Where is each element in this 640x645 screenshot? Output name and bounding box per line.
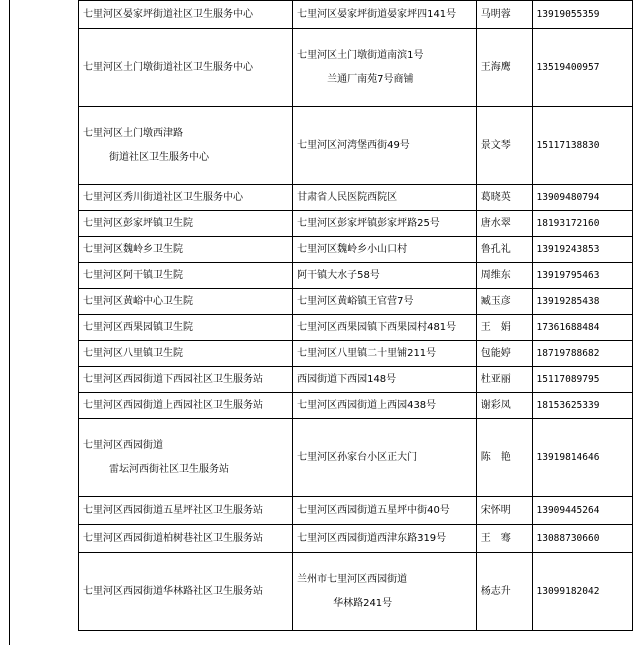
- center-address: 甘肃省人民医院西院区: [293, 185, 477, 211]
- table-row: [79, 525, 633, 553]
- center-name: 七里河区魏岭乡卫生院: [79, 237, 293, 263]
- contact-person: 景文琴: [476, 107, 532, 185]
- contact-person: 马明蓉: [476, 1, 532, 29]
- address-line-1: 兰州市七里河区西园街道: [297, 573, 408, 585]
- contact-person: 王海鹰: [476, 29, 532, 107]
- center-address: 七里河区魏岭乡小山口村: [293, 237, 477, 263]
- table-row: [79, 393, 633, 419]
- table-row: [79, 1, 633, 29]
- center-name: [79, 419, 293, 497]
- table-row: [79, 553, 633, 631]
- phone-number: 13519400957: [532, 29, 632, 107]
- center-name: 七里河区秀川街道社区卫生服务中心: [79, 185, 293, 211]
- center-address: 七里河区晏家坪街道晏家坪四141号: [293, 1, 477, 29]
- table-row: [79, 185, 633, 211]
- phone-number: 13919814646: [532, 419, 632, 497]
- table-row: [79, 315, 633, 341]
- center-address: 七里河区黄峪镇王官营7号: [293, 289, 477, 315]
- center-address: 七里河区彭家坪镇彭家坪路25号: [293, 211, 477, 237]
- center-address: 七里河区西园街道五星坪中街40号: [293, 497, 477, 525]
- address-line-2: 兰通厂南苑7号商铺: [327, 73, 414, 85]
- center-address: [293, 553, 477, 631]
- center-name: 七里河区黄峪中心卫生院: [79, 289, 293, 315]
- table-row: [79, 107, 633, 185]
- phone-number: 13919795463: [532, 263, 632, 289]
- table-row: [79, 237, 633, 263]
- contact-person: 葛晓英: [476, 185, 532, 211]
- center-address: 七里河区孙家台小区正大门: [293, 419, 477, 497]
- contact-person: 陈 艳: [476, 419, 532, 497]
- health-center-table: [78, 0, 633, 631]
- left-border-line: [9, 0, 10, 645]
- center-name: 七里河区彭家坪镇卫生院: [79, 211, 293, 237]
- contact-person: 鲁孔礼: [476, 237, 532, 263]
- name-line-2: 雷坛河西街社区卫生服务站: [109, 463, 229, 475]
- table-row: [79, 341, 633, 367]
- name-line-2: 街道社区卫生服务中心: [109, 151, 209, 163]
- contact-person: 周维东: [476, 263, 532, 289]
- address-line-1: 七里河区土门墩街道南滨1号: [297, 49, 424, 61]
- table-row: [79, 497, 633, 525]
- center-address: 七里河区西园街道上西园438号: [293, 393, 477, 419]
- contact-person: 臧玉彦: [476, 289, 532, 315]
- center-address: 七里河区河湾堡西街49号: [293, 107, 477, 185]
- table-row: [79, 289, 633, 315]
- contact-person: 唐水翠: [476, 211, 532, 237]
- table-row: [79, 29, 633, 107]
- center-name: 七里河区阿干镇卫生院: [79, 263, 293, 289]
- center-name: 七里河区西园街道上西园社区卫生服务站: [79, 393, 293, 419]
- contact-person: 包能婷: [476, 341, 532, 367]
- contact-person: 杨志升: [476, 553, 532, 631]
- center-name: 七里河区八里镇卫生院: [79, 341, 293, 367]
- phone-number: 13909445264: [532, 497, 632, 525]
- phone-number: 17361688484: [532, 315, 632, 341]
- table-row: [79, 263, 633, 289]
- contact-person: 宋怀明: [476, 497, 532, 525]
- address-line-2: 华林路241号: [333, 597, 393, 609]
- center-name: 七里河区晏家坪街道社区卫生服务中心: [79, 1, 293, 29]
- center-address: 阿干镇大水子58号: [293, 263, 477, 289]
- phone-number: 13919285438: [532, 289, 632, 315]
- table-row: [79, 367, 633, 393]
- center-name: [79, 107, 293, 185]
- phone-number: 18153625339: [532, 393, 632, 419]
- center-address: 西园街道下西园148号: [293, 367, 477, 393]
- center-name: 七里河区西园街道下西园社区卫生服务站: [79, 367, 293, 393]
- contact-person: 王 娟: [476, 315, 532, 341]
- center-address: 七里河区八里镇二十里铺211号: [293, 341, 477, 367]
- phone-number: 15117089795: [532, 367, 632, 393]
- phone-number: 18719788682: [532, 341, 632, 367]
- table-row: [79, 211, 633, 237]
- contact-person: 谢彩凤: [476, 393, 532, 419]
- contact-person: 王 骞: [476, 525, 532, 553]
- center-address: 七里河区西园街道西津东路319号: [293, 525, 477, 553]
- phone-number: 13099182042: [532, 553, 632, 631]
- table-row: [79, 419, 633, 497]
- name-line-1: 七里河区西园街道: [83, 439, 163, 451]
- name-line-1: 七里河区土门墩西津路: [83, 127, 183, 139]
- phone-number: 13909480794: [532, 185, 632, 211]
- center-address: [293, 29, 477, 107]
- phone-number: 13919243853: [532, 237, 632, 263]
- phone-number: 18193172160: [532, 211, 632, 237]
- center-name: 七里河区土门墩街道社区卫生服务中心: [79, 29, 293, 107]
- phone-number: 15117138830: [532, 107, 632, 185]
- center-name: 七里河区西园街道华林路社区卫生服务站: [79, 553, 293, 631]
- center-name: 七里河区西园街道五星坪社区卫生服务站: [79, 497, 293, 525]
- center-address: 七里河区西果园镇下西果园村481号: [293, 315, 477, 341]
- center-name: 七里河区西园街道柏树巷社区卫生服务站: [79, 525, 293, 553]
- phone-number: 13088730660: [532, 525, 632, 553]
- contact-person: 杜亚丽: [476, 367, 532, 393]
- phone-number: 13919055359: [532, 1, 632, 29]
- center-name: 七里河区西果园镇卫生院: [79, 315, 293, 341]
